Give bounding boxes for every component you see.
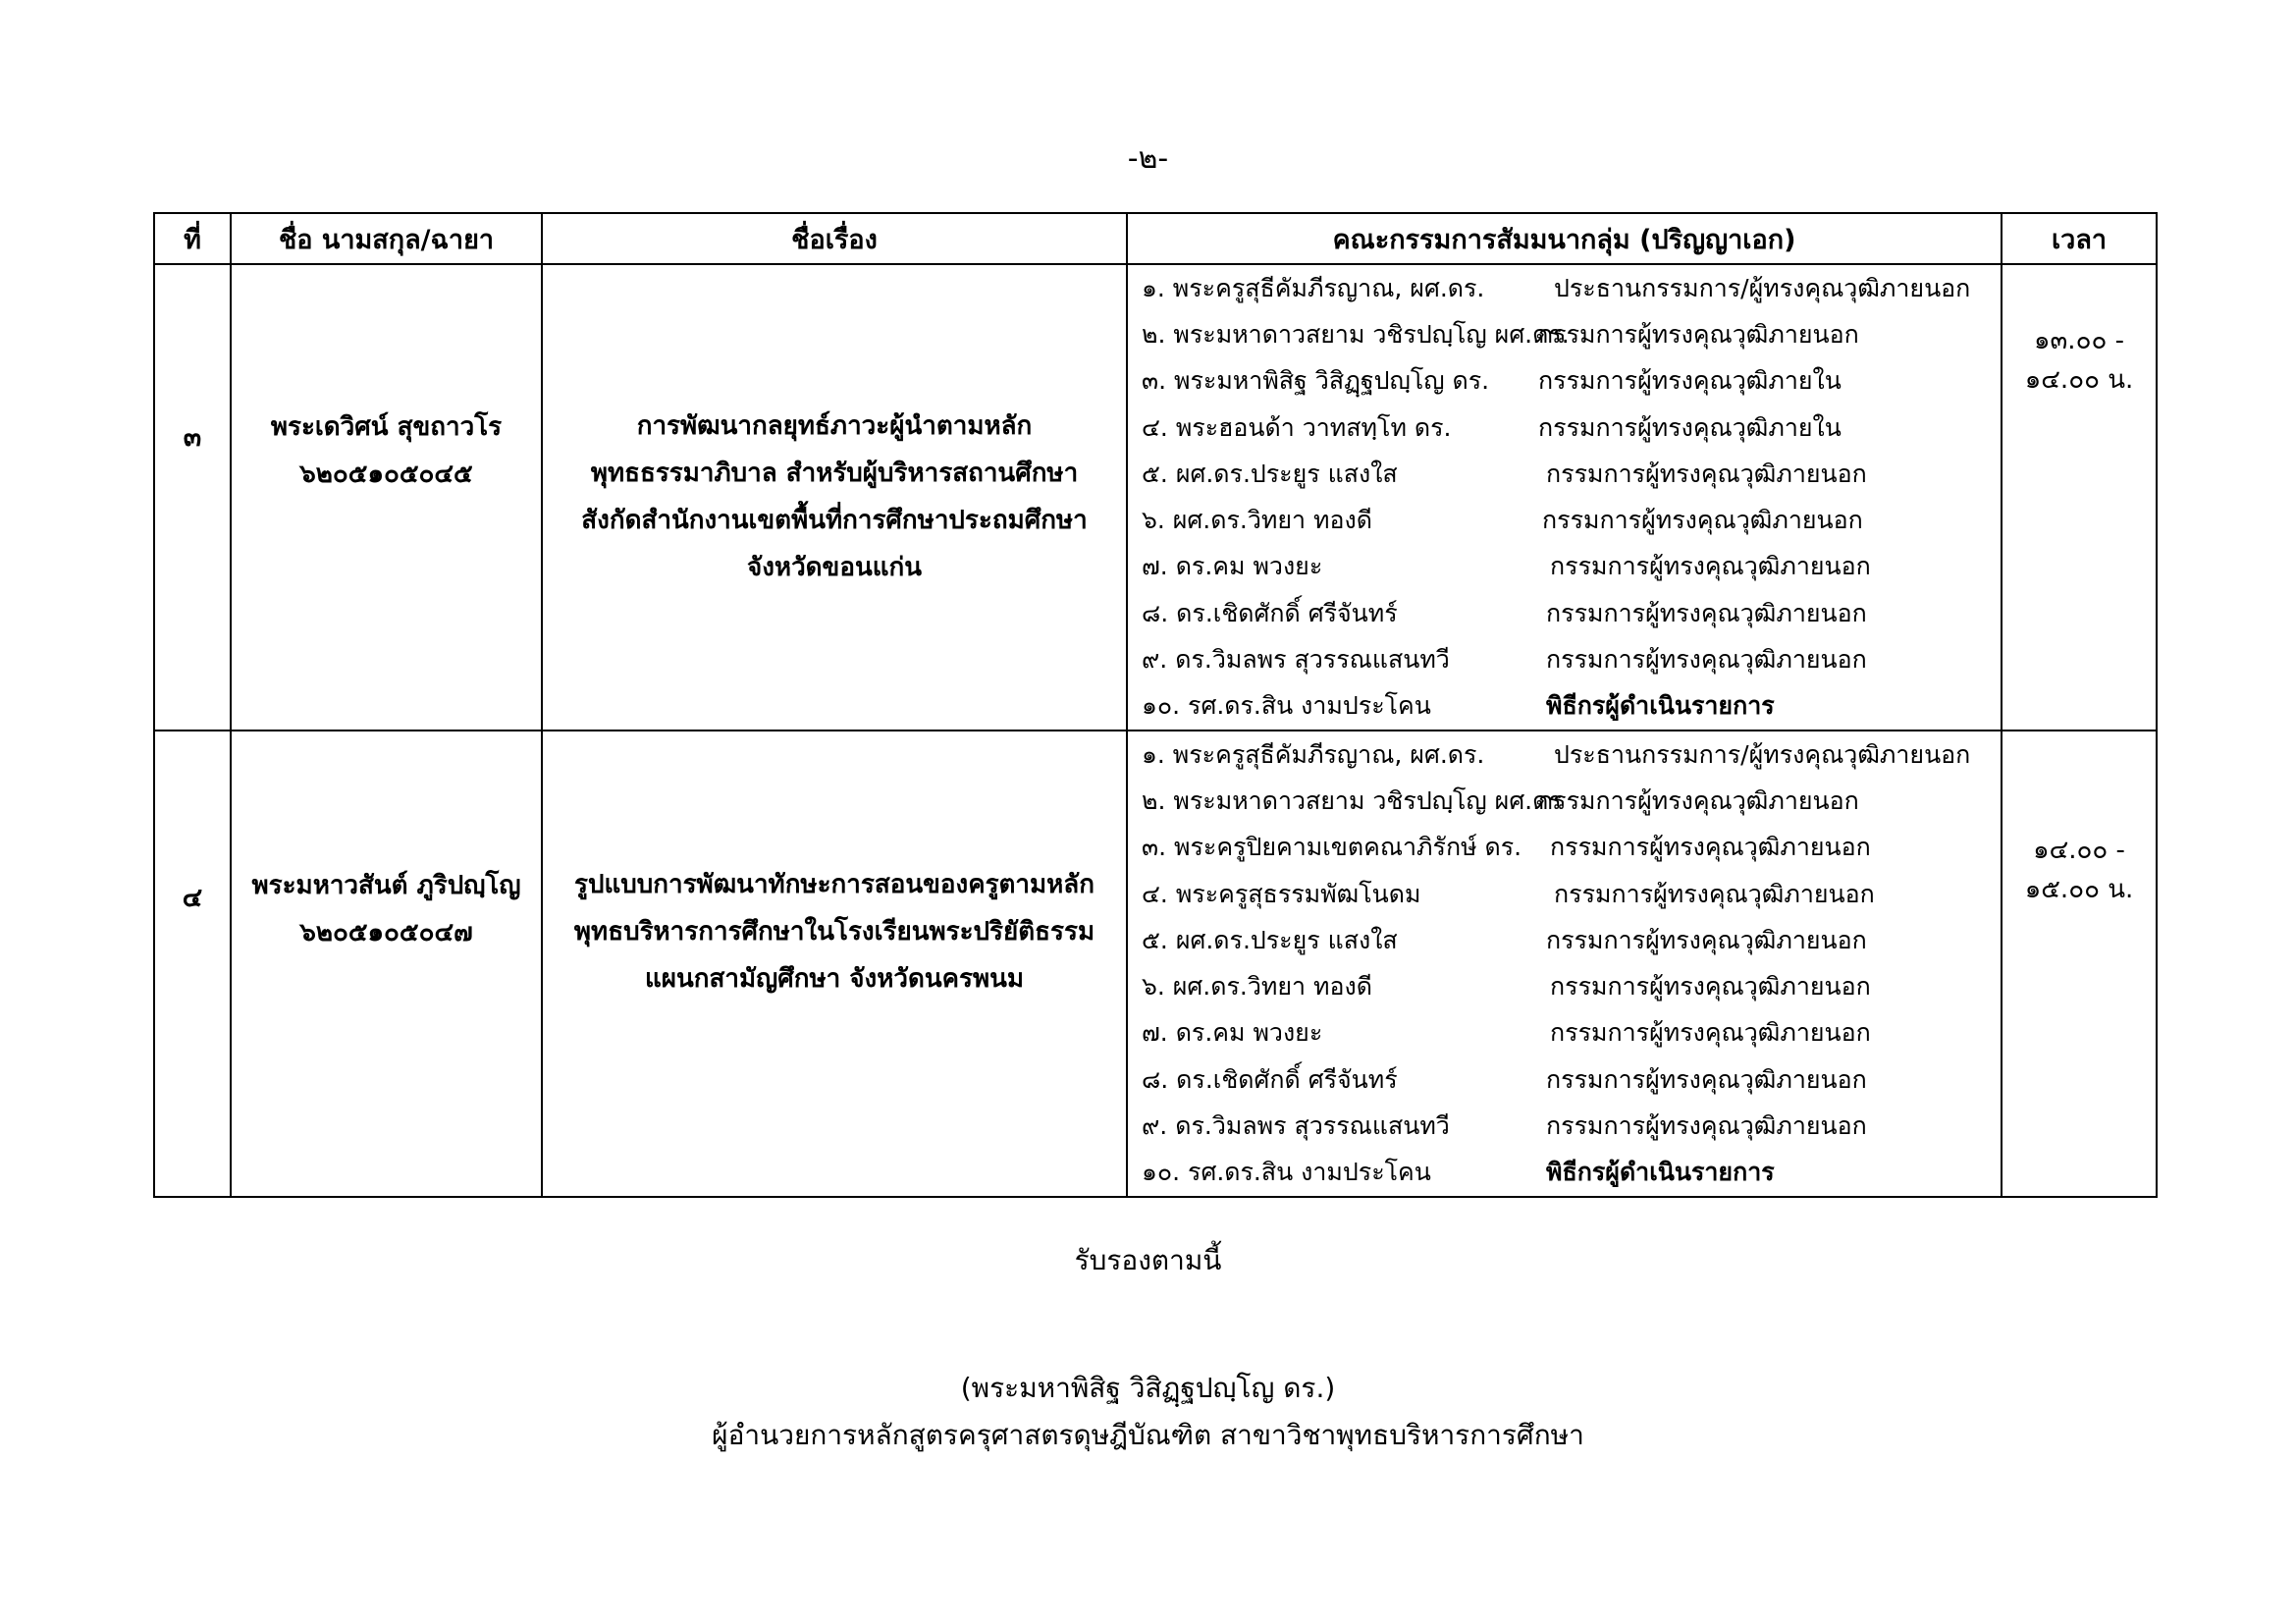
header-name: ชื่อ นามสกุล/ฉายา xyxy=(231,213,542,264)
table-header-row xyxy=(154,213,2157,264)
committee-member xyxy=(1142,636,2001,682)
committee-member xyxy=(1142,963,2001,1009)
committee-member-name: ๒. พระมหาดาวสยาม วชิรปญฺโญ ผศ.ดร xyxy=(1142,785,1562,815)
student-cell xyxy=(231,264,542,731)
page-number: -๒- xyxy=(1127,141,1169,176)
committee-member-name: ๘. ดร.เชิดศักดิ์ ศรีจันทร์ xyxy=(1142,1064,1398,1094)
signer-name: (พระมหาพิสิฐ วิสิฏฺฐปญฺโญ ดร.) xyxy=(960,1372,1336,1404)
thesis-title-line: สังกัดสำนักงานเขตพื้นที่การศึกษาประถมศึกษา xyxy=(581,506,1088,535)
committee-member-role: กรรมการผู้ทรงคุณวุฒิภายนอก xyxy=(1550,833,1871,862)
thesis-title-cell xyxy=(542,264,1127,731)
thesis-title-cell xyxy=(542,731,1127,1197)
committee-member-name: ๓. พระครูปิยคามเขตคณาภิรักษ์ ดร. xyxy=(1142,833,1522,862)
header-committee: คณะกรรมการสัมมนากลุ่ม (ปริญญาเอก) xyxy=(1127,213,2002,264)
thesis-title-line: แผนกสามัญศึกษา จังหวัดนครพนม xyxy=(644,963,1025,994)
committee-member xyxy=(1142,265,2001,311)
header-time: เวลา xyxy=(2002,213,2157,264)
committee-member-role: กรรมการผู้ทรงคุณวุฒิภายนอก xyxy=(1546,598,1867,627)
row-number: ๓ xyxy=(183,422,202,453)
committee-member xyxy=(1142,358,2001,405)
committee-member xyxy=(1142,311,2001,357)
row-number-cell xyxy=(154,731,231,1197)
committee-member xyxy=(1142,497,2001,543)
committee-member-role: กรรมการผู้ทรงคุณวุฒิภายใน xyxy=(1538,366,1842,396)
committee-member xyxy=(1142,590,2001,636)
committee-member xyxy=(1142,917,2001,963)
committee-member-name: ๗. ดร.คม พวงยะ xyxy=(1142,552,1323,581)
student-name: พระเดวิศน์ สุขถาวโร xyxy=(270,412,503,442)
committee-member-role: กรรมการผู้ทรงคุณวุฒิภายนอก xyxy=(1550,972,1871,1001)
committee-member-role: กรรมการผู้ทรงคุณวุฒิภายนอก xyxy=(1546,645,1867,675)
committee-member-name: ๒. พระมหาดาวสยาม วชิรปญฺโญ ผศ.ดร. xyxy=(1142,319,1570,349)
committee-member-role: กรรมการผู้ทรงคุณวุฒิภายนอก xyxy=(1550,552,1871,581)
committee-member-name: ๔. พระครูสุธรรมพัฒโนดม xyxy=(1142,879,1421,908)
row-number-cell xyxy=(154,264,231,731)
time-start: ๑๔.๐๐ - xyxy=(2033,835,2125,865)
committee-member-name: ๕. ผศ.ดร.ประยูร แสงใส xyxy=(1142,925,1398,954)
time-start: ๑๓.๐๐ - xyxy=(2034,326,2124,355)
committee-member xyxy=(1142,683,2001,730)
thesis-title-line: พุทธบริหารการศึกษาในโรงเรียนพระปริยัติธรรม xyxy=(573,916,1095,947)
committee-member xyxy=(1142,871,2001,917)
row-number: ๔ xyxy=(182,882,203,913)
committee-member-role: ประธานกรรมการ/ผู้ทรงคุณวุฒิภายนอก xyxy=(1554,273,1971,302)
certification-text: รับรองตามนี้ xyxy=(1074,1244,1222,1276)
student-id: ๖๒๐๕๑๐๕๐๔๗ xyxy=(299,917,473,947)
committee-member-role: กรรมการผู้ทรงคุณวุฒิภายนอก xyxy=(1554,879,1875,908)
student-id: ๖๒๐๕๑๐๕๐๔๕ xyxy=(299,460,473,489)
committee-member-name: ๑. พระครูสุธีคัมภีรญาณ, ผศ.ดร. xyxy=(1142,739,1485,769)
committee-member xyxy=(1142,1010,2001,1056)
committee-member-role: ประธานกรรมการ/ผู้ทรงคุณวุฒิภายนอก xyxy=(1554,739,1971,769)
thesis-title-line: พุทธธรรมาภิบาล สำหรับผู้บริหารสถานศึกษา xyxy=(590,459,1079,488)
time-end: ๑๕.๐๐ น. xyxy=(2024,874,2134,904)
header-title: ชื่อเรื่อง xyxy=(542,213,1127,264)
committee-member-role: พิธีกรผู้ดำเนินรายการ xyxy=(1546,1158,1775,1187)
committee-member xyxy=(1142,405,2001,451)
committee-member-role: กรรมการผู้ทรงคุณวุฒิภายนอก xyxy=(1546,459,1867,488)
thesis-title-line: จังหวัดขอนแก่น xyxy=(747,553,922,582)
committee-member-role: กรรมการผู้ทรงคุณวุฒิภายนอก xyxy=(1538,785,1859,815)
seminar-schedule-table xyxy=(153,212,2158,1198)
committee-member xyxy=(1142,1056,2001,1103)
committee-member-name: ๑๐. รศ.ดร.สิน งามประโคน xyxy=(1142,1158,1431,1187)
committee-member xyxy=(1142,1103,2001,1149)
signer-position: ผู้อำนวยการหลักสูตรครุศาสตรดุษฎีบัณฑิต สาขาวิชาพุทธบริหารการศึกษา xyxy=(712,1419,1584,1451)
committee-member-role: กรรมการผู้ทรงคุณวุฒิภายนอก xyxy=(1546,925,1867,954)
table-row xyxy=(154,731,2157,1197)
student-cell xyxy=(231,731,542,1197)
committee-member-role: กรรมการผู้ทรงคุณวุฒิภายนอก xyxy=(1546,1110,1867,1140)
committee-member-name: ๖. ผศ.ดร.วิทยา ทองดี xyxy=(1142,506,1372,535)
committee-member-name: ๙. ดร.วิมลพร สุวรรณแสนทวี xyxy=(1142,645,1450,675)
time-cell xyxy=(2002,731,2157,1197)
committee-member-name: ๘. ดร.เชิดศักดิ์ ศรีจันทร์ xyxy=(1142,598,1398,627)
committee-member xyxy=(1142,825,2001,871)
committee-member-name: ๖. ผศ.ดร.วิทยา ทองดี xyxy=(1142,972,1372,1001)
time-end: ๑๔.๐๐ น. xyxy=(2024,365,2134,395)
header-no: ที่ xyxy=(154,213,231,264)
committee-member-role: พิธีกรผู้ดำเนินรายการ xyxy=(1546,691,1775,721)
committee-member-name: ๓. พระมหาพิสิฐ วิสิฏฺฐปญฺโญ ดร. xyxy=(1142,366,1490,396)
committee-member-name: ๙. ดร.วิมลพร สุวรรณแสนทวี xyxy=(1142,1110,1450,1140)
table-row xyxy=(154,264,2157,731)
thesis-title-line: รูปแบบการพัฒนาทักษะการสอนของครูตามหลัก xyxy=(574,869,1095,899)
committee-member-role: กรรมการผู้ทรงคุณวุฒิภายนอก xyxy=(1542,506,1863,535)
committee-member-name: ๕. ผศ.ดร.ประยูร แสงใส xyxy=(1142,459,1398,488)
committee-member-name: ๗. ดร.คม พวงยะ xyxy=(1142,1018,1323,1048)
committee-member xyxy=(1142,544,2001,590)
committee-member-role: กรรมการผู้ทรงคุณวุฒิภายนอก xyxy=(1546,1064,1867,1094)
committee-member-role: กรรมการผู้ทรงคุณวุฒิภายใน xyxy=(1538,412,1842,442)
committee-cell xyxy=(1127,264,2002,731)
committee-member-role: กรรมการผู้ทรงคุณวุฒิภายนอก xyxy=(1550,1018,1871,1048)
committee-member-name: ๑. พระครูสุธีคัมภีรญาณ, ผศ.ดร. xyxy=(1142,273,1485,302)
time-cell xyxy=(2002,264,2157,731)
committee-member-role: กรรมการผู้ทรงคุณวุฒิภายนอก xyxy=(1538,319,1859,349)
thesis-title-line: การพัฒนากลยุทธ์ภาวะผู้นำตามหลัก xyxy=(636,411,1033,441)
committee-cell xyxy=(1127,731,2002,1197)
committee-member xyxy=(1142,1150,2001,1196)
committee-member-name: ๑๐. รศ.ดร.สิน งามประโคน xyxy=(1142,691,1431,721)
committee-member xyxy=(1142,451,2001,497)
committee-member-name: ๔. พระฮอนด้า วาทสทฺโท ดร. xyxy=(1142,412,1452,442)
committee-member xyxy=(1142,731,2001,778)
committee-member xyxy=(1142,778,2001,824)
student-name: พระมหาวสันต์ ภูริปญฺโญ xyxy=(251,870,521,900)
